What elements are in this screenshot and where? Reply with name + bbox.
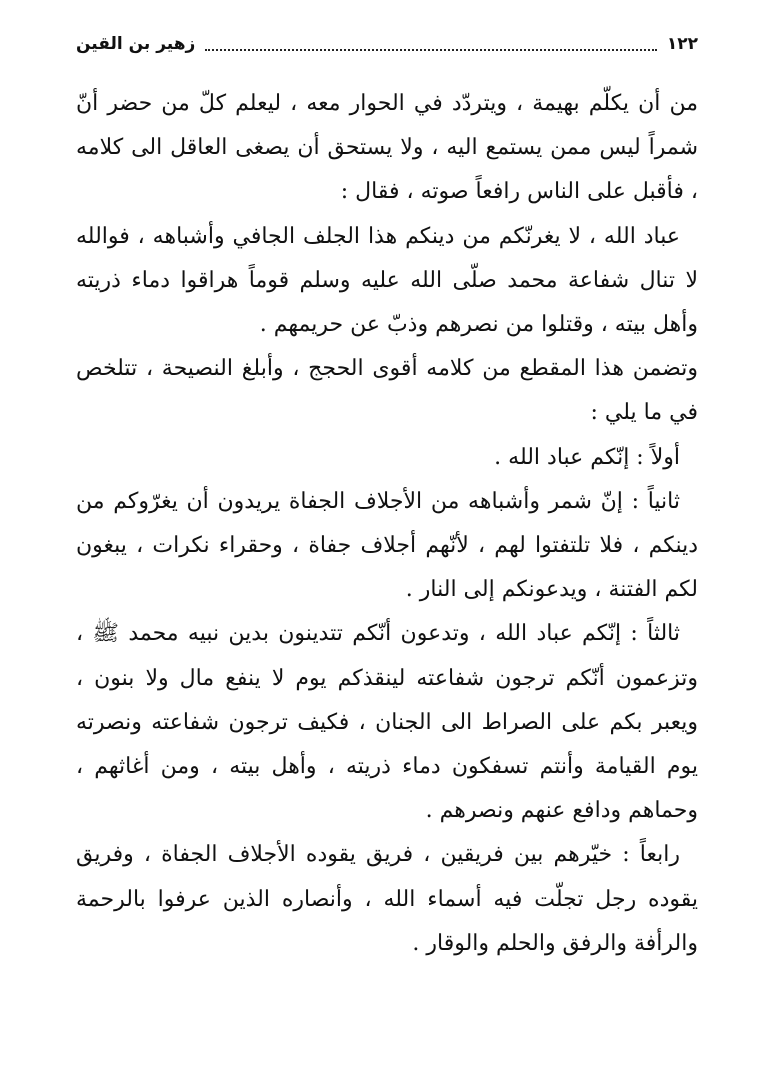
paragraph-summary: وتضمن هذا المقطع من كلامه أقوى الحجج ، وأبلغ النصيحة ، تتلخص في ما يلي :	[76, 356, 698, 426]
page-number: ١٢٢	[666, 34, 698, 54]
paragraph-point-3: ثالثاً : إنّكم عباد الله ، وتدعون أنّكم تتدينون بدين نبيه محمد ﷺ ، وتزعمون أنّكم ترجون شفاعته لينقذكم يوم لا ينفع مال ولا بنون ، ويعبر بكم على الصراط الى الجنان ، فكيف ترجون شفاعته ونصرته يوم القيامة وأنتم تسفكون دماء ذريته ، وأهل بيته ، ومن أغاثهم ، وحماهم ودافع عنهم ونصرهم .	[76, 621, 698, 824]
paragraph-point-2: ثانياً : إنّ شمر وأشباهه من الأجلاف الجفاة يريدون أن يغرّوكم من دينكم ، فلا تلتفتوا لهم ، لأنّهم أجلاف جفاة ، وحقراء نكرات ، يبغون لكم الفتنة ، ويدعونكم إلى النار .	[76, 488, 698, 603]
paragraph-quote: عباد الله ، لا يغرنّكم من دينكم هذا الجلف الجافي وأشباهه ، فوالله لا تنال شفاعة محمد صلّى الله عليه وسلم قوماً هراقوا دماء ذريته وأهل بيته ، وقتلوا من نصرهم وذبّ عن حريمهم .	[76, 223, 698, 338]
paragraph-point-4: رابعاً : خيّرهم بين فريقين ، فريق يقوده الأجلاف الجفاة ، وفريق يقوده رجل تجلّت فيه أسماء الله ، وأنصاره الذين عرفوا بالرحمة والرأفة والرفق والحلم والوقار .	[76, 842, 698, 956]
header-dot-leader	[205, 49, 657, 51]
page-body	[76, 82, 698, 966]
paragraph-intro: من أن يكلّم بهيمة ، ويتردّد في الحوار معه ، ليعلم كلّ من حضر أنّ شمراً ليس ممن يستمع اليه ، ولا يستحق أن يصغى العاقل الى كلامه ، فأقبل على الناس رافعاً صوته ، فقال :	[76, 91, 698, 205]
page-header	[76, 26, 698, 62]
running-title: زهير بن القين	[76, 34, 196, 54]
paragraph-point-1: أولاً : إنّكم عباد الله .	[494, 444, 680, 470]
